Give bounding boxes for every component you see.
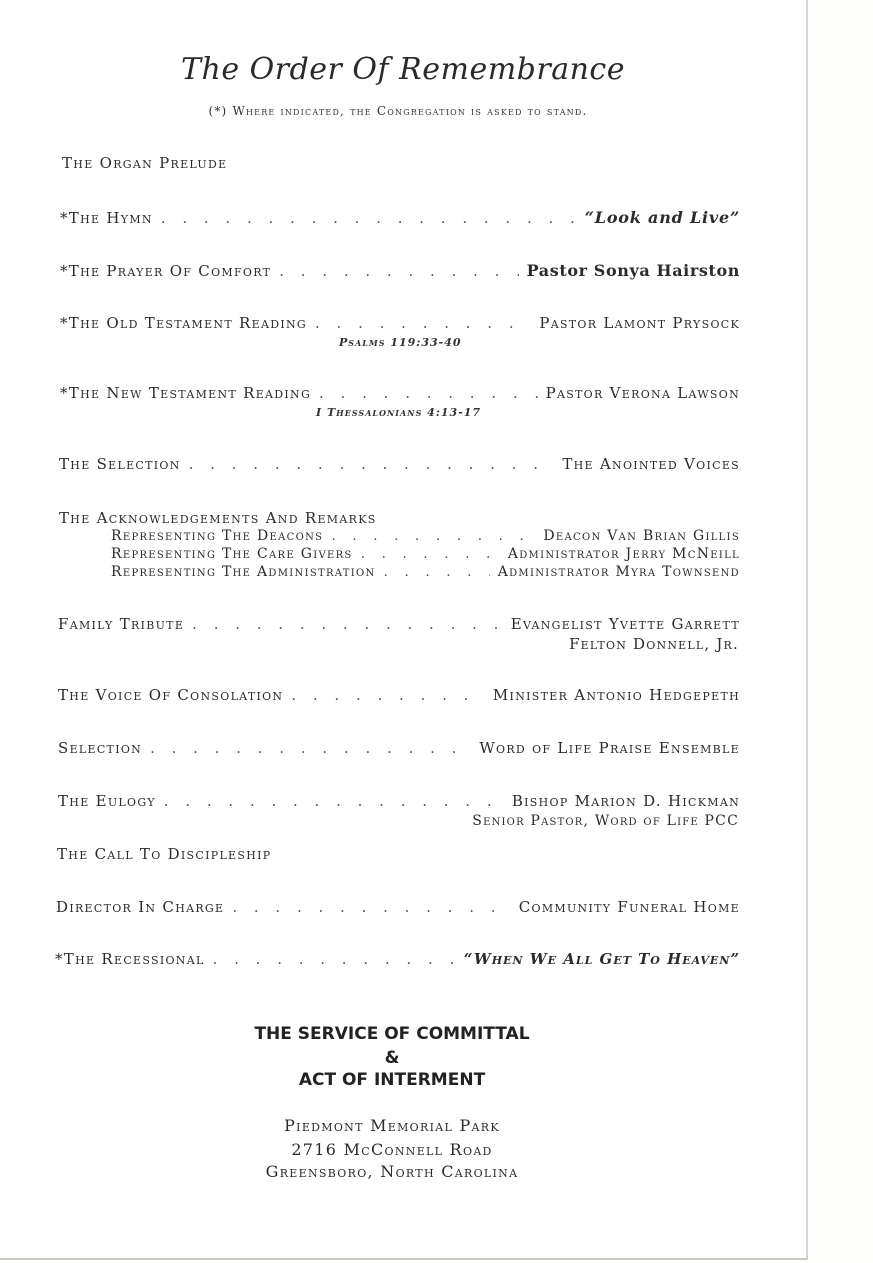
program-item-director <box>56 898 740 920</box>
leader-dots <box>164 792 504 810</box>
item-value-secondary: Senior Pastor, Word of Life PCC <box>472 813 739 829</box>
item-label: Family Tribute <box>58 615 185 633</box>
acknowledgements-heading: The Acknowledgements And Remarks <box>59 509 377 527</box>
scripture-reference: I Thessalonians 4:13-17 <box>316 406 482 419</box>
item-value: Bishop Marion D. Hickman <box>511 792 740 810</box>
location-name: Piedmont Memorial Park <box>284 1116 500 1135</box>
item-value: Deacon Van Brian Gillis <box>543 528 740 544</box>
leader-dots <box>161 209 577 227</box>
item-label: *The Prayer Of Comfort <box>60 262 272 280</box>
item-label: The Selection <box>59 455 181 473</box>
item-label: The Eulogy <box>58 792 156 810</box>
program-item-consolation <box>58 686 740 708</box>
item-value: Pastor Lamont Prysock <box>539 314 740 332</box>
leader-dots <box>189 455 555 473</box>
program-item-recessional <box>55 950 740 972</box>
leader-dots <box>213 950 456 968</box>
item-label: Director In Charge <box>56 898 225 916</box>
leader-dots <box>232 898 510 916</box>
item-value: Word of Life Praise Ensemble <box>479 739 740 757</box>
item-label: *The Old Testament Reading <box>60 314 308 332</box>
item-label: *The New Testament Reading <box>60 384 312 402</box>
location-street: 2716 McConnell Road <box>291 1140 493 1159</box>
interment-title: ACT OF INTERMENT <box>298 1070 486 1090</box>
item-value: The Anointed Voices <box>562 455 740 473</box>
program-item-new-testament <box>60 384 740 406</box>
leader-dots <box>192 615 503 633</box>
item-label: The Voice Of Consolation <box>58 686 284 704</box>
program-item-old-testament <box>60 314 740 336</box>
item-value: Minister Antonio Hedgepeth <box>492 686 740 704</box>
program-item-family-tribute <box>58 615 740 637</box>
program-item-hymn <box>60 208 740 230</box>
leader-dots <box>291 686 485 704</box>
program-item-selection <box>59 455 740 477</box>
page-title: The Order Of Remembrance <box>181 52 625 87</box>
acknowledgement-item <box>111 528 740 546</box>
leader-dots <box>361 546 500 562</box>
committal-title: THE SERVICE OF COMMITTAL <box>254 1024 530 1044</box>
standing-note: (*) Where indicated, the Congregation is asked to stand. <box>208 104 588 118</box>
item-value: Evangelist Yvette Garrett <box>510 615 740 633</box>
program-item-selection-2 <box>58 739 740 761</box>
item-value: “Look and Live” <box>584 208 740 227</box>
committal-ampersand: & <box>384 1048 400 1068</box>
item-value: Pastor Verona Lawson <box>545 384 740 402</box>
location-city: Greensboro, North Carolina <box>265 1162 519 1181</box>
leader-dots <box>279 262 518 280</box>
leader-dots <box>315 314 531 332</box>
item-label: Selection <box>58 739 143 757</box>
organ-prelude: The Organ Prelude <box>62 154 228 172</box>
item-label: *The Hymn <box>60 209 153 227</box>
item-label: Representing The Administration <box>111 564 376 580</box>
acknowledgement-item <box>111 546 740 564</box>
scripture-reference: Psalms 119:33-40 <box>339 336 462 349</box>
acknowledgement-item <box>111 564 740 582</box>
item-value: Administrator Myra Townsend <box>497 564 740 580</box>
leader-dots <box>319 384 538 402</box>
leader-dots <box>150 739 471 757</box>
item-value: Community Funeral Home <box>518 898 740 916</box>
leader-dots <box>331 528 535 544</box>
program-item-eulogy <box>58 792 740 814</box>
item-value: Pastor Sonya Hairston <box>526 261 740 280</box>
item-label: Representing The Care Givers <box>111 546 353 562</box>
leader-dots <box>384 564 490 580</box>
call-to-discipleship: The Call To Discipleship <box>57 845 272 863</box>
item-label: *The Recessional <box>55 950 205 968</box>
program-item-prayer <box>60 261 740 283</box>
item-value: Administrator Jerry McNeill <box>507 546 740 562</box>
item-value: “When We All Get To Heaven” <box>463 950 740 968</box>
item-value-secondary: Felton Donnell, Jr. <box>569 635 739 653</box>
item-label: Representing The Deacons <box>111 528 324 544</box>
